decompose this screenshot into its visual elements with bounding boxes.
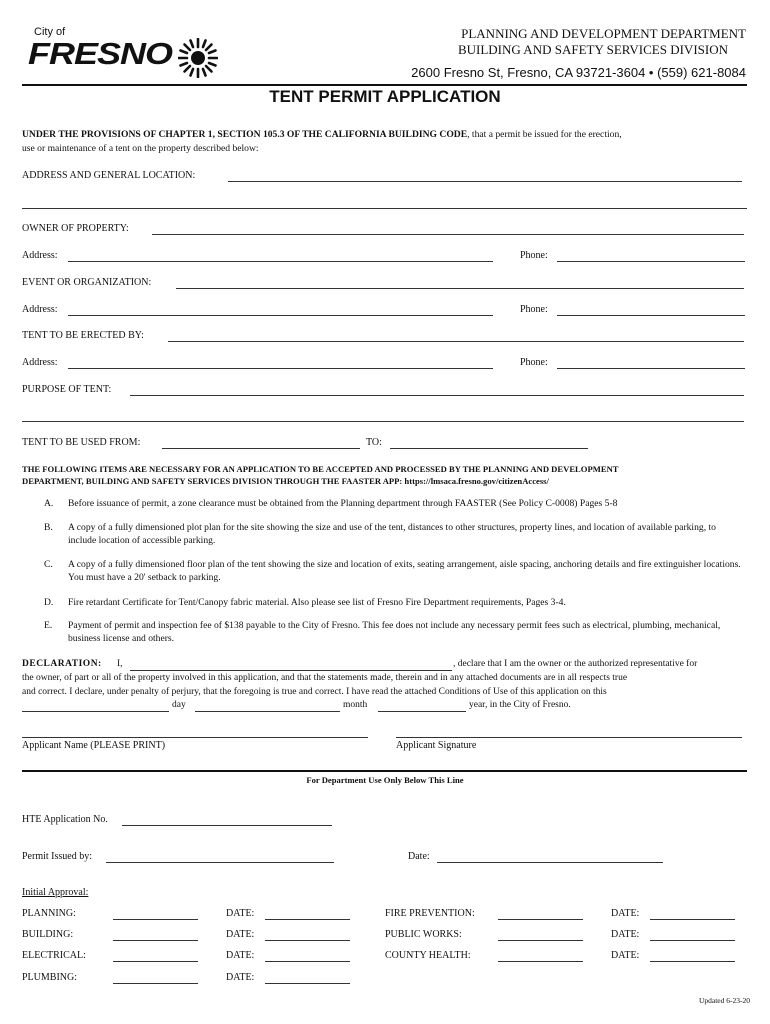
approval-public-works-date-field[interactable] (650, 940, 735, 941)
approval-public-works-label: PUBLIC WORKS: (385, 929, 462, 940)
intro-text (22, 128, 752, 156)
purpose-field-2[interactable] (22, 421, 744, 422)
approval-planning-date-field[interactable] (265, 919, 350, 920)
issued-by-label: Permit Issued by: (22, 851, 92, 862)
owner-field[interactable] (152, 234, 744, 235)
year-field[interactable] (378, 711, 466, 712)
item-letter: D. (44, 597, 54, 608)
owner-address-field[interactable] (68, 261, 493, 262)
purpose-label: PURPOSE OF TENT: (22, 384, 112, 395)
approval-fire-label: FIRE PREVENTION: (385, 908, 475, 919)
approval-electrical-label: ELECTRICAL: (22, 950, 86, 961)
intro-rest: , that a permit be issued for the erection, (467, 129, 622, 140)
approval-county-health-label: COUNTY HEALTH: (385, 950, 471, 961)
purpose-field[interactable] (130, 395, 744, 396)
erected-by-field[interactable] (168, 341, 744, 342)
approval-building-label: BUILDING: (22, 929, 74, 940)
logo-city-of: City of (34, 26, 66, 38)
month-field[interactable] (195, 711, 340, 712)
approval-electrical-date-label: DATE: (226, 950, 255, 961)
approval-county-health-date-label: DATE: (611, 950, 640, 961)
year-label: year, in the City of Fresno. (469, 700, 571, 710)
item-text: A copy of a fully dimensioned plot plan for the site showing the size and use of the tent, distances to other structures, property lines, and location of available parking, to include location of accessible parking. (68, 522, 716, 546)
declaration-label: DECLARATION: (22, 659, 102, 669)
intro-line2: use or maintenance of a tent on the property described below: (22, 143, 259, 154)
approval-fire-field[interactable] (498, 919, 583, 920)
day-field[interactable] (22, 711, 169, 712)
approval-public-works-date-label: DATE: (611, 929, 640, 940)
applicant-name-field[interactable] (22, 737, 368, 738)
address-general-label: ADDRESS AND GENERAL LOCATION: (22, 170, 196, 181)
address-general-field-2[interactable] (22, 208, 747, 209)
logo-wordmark: FRESNO (28, 36, 173, 71)
approval-electrical-date-field[interactable] (265, 961, 350, 962)
approval-public-works-field[interactable] (498, 940, 583, 941)
used-from-label: TENT TO BE USED FROM: (22, 437, 141, 448)
intro-bold: UNDER THE PROVISIONS OF CHAPTER 1, SECTION 105.3 OF THE CALIFORNIA BUILDING CODE (22, 129, 468, 140)
approval-plumbing-date-label: DATE: (226, 972, 255, 983)
hte-field[interactable] (122, 825, 332, 826)
applicant-name-label: Applicant Name (PLEASE PRINT) (22, 740, 166, 751)
item-text: Before issuance of permit, a zone clearance must be obtained from the Planning department through FAASTER (See Policy C-0008) Pages 5-8 (68, 498, 618, 509)
header-rule (22, 84, 747, 86)
approval-building-date-label: DATE: (226, 929, 255, 940)
erector-address-label: Address: (22, 357, 58, 368)
item-text: Fire retardant Certificate for Tent/Canopy fabric material. Also please see list of Fresno Fire Department requirements, Pages 3-4. (68, 597, 566, 608)
approval-county-health-field[interactable] (498, 961, 583, 962)
item-letter: B. (44, 522, 53, 533)
hte-label: HTE Application No. (22, 814, 108, 825)
approval-planning-field[interactable] (113, 919, 198, 920)
item-letter: E. (44, 620, 53, 631)
event-phone-label: Phone: (520, 304, 548, 315)
erected-by-label: TENT TO BE ERECTED BY: (22, 330, 144, 341)
approval-electrical-field[interactable] (113, 961, 198, 962)
approval-planning-date-label: DATE: (226, 908, 255, 919)
requirements-heading-1: THE FOLLOWING ITEMS ARE NECESSARY FOR AN APPLICATION TO BE ACCEPTED AND PROCESSED BY THE PLANNING AND DEVELOPMENT (22, 464, 619, 474)
approval-plumbing-date-field[interactable] (265, 983, 350, 984)
approval-plumbing-label: PLUMBING: (22, 972, 78, 983)
page-title: TENT PERMIT APPLICATION (269, 87, 501, 106)
declarant-name-field[interactable] (130, 670, 452, 671)
erector-phone-field[interactable] (557, 368, 745, 369)
event-address-label: Address: (22, 304, 58, 315)
event-field[interactable] (176, 288, 744, 289)
day-label: day (172, 700, 186, 710)
issued-date-field[interactable] (437, 862, 663, 863)
issued-date-label: Date: (408, 851, 430, 862)
department-use-divider (22, 770, 747, 772)
header-dept: PLANNING AND DEVELOPMENT DEPARTMENT (461, 26, 746, 41)
declaration-line3: and correct. I declare, under penalty of perjury, that the foregoing is true and correct. I have read the attached Conditions of Use of this application on this (22, 687, 607, 697)
owner-address-label: Address: (22, 250, 58, 261)
approval-building-date-field[interactable] (265, 940, 350, 941)
month-label: month (343, 700, 368, 710)
logo (28, 22, 218, 78)
event-label: EVENT OR ORGANIZATION: (22, 277, 152, 288)
issued-by-field[interactable] (106, 862, 334, 863)
owner-phone-label: Phone: (520, 250, 548, 261)
owner-phone-field[interactable] (557, 261, 745, 262)
address-general-field[interactable] (228, 181, 742, 182)
department-use-heading: For Department Use Only Below This Line (306, 775, 464, 785)
sunburst-icon (178, 38, 218, 78)
applicant-signature-label: Applicant Signature (396, 740, 477, 751)
item-text: Payment of permit and inspection fee of $138 payable to the City of Fresno. This fee does not include any necessary permit fees such as electrical, plumbing, mechanical, business license and others. (68, 620, 721, 644)
event-phone-field[interactable] (557, 315, 745, 316)
used-to-field[interactable] (390, 448, 588, 449)
erector-phone-label: Phone: (520, 357, 548, 368)
used-to-label: TO: (366, 437, 382, 448)
item-letter: C. (44, 559, 53, 570)
approval-plumbing-field[interactable] (113, 983, 198, 984)
used-from-field[interactable] (162, 448, 360, 449)
owner-label: OWNER OF PROPERTY: (22, 223, 129, 234)
item-text: A copy of a fully dimensioned floor plan of the tent showing the size and location of exits, seating arrangement, aisle spacing, anchoring details and fire extinguisher locations. You must have a 20' setback to parking. (68, 559, 741, 583)
header-address: 2600 Fresno St, Fresno, CA 93721-3604 • (559) 621-8084 (411, 65, 746, 80)
requirements-heading (22, 463, 619, 487)
header-division: BUILDING AND SAFETY SERVICES DIVISION (457, 42, 728, 57)
declaration-after-name: , declare that I am the owner or the authorized representative for (453, 659, 698, 669)
footer-updated: Updated 6-23-20 (698, 996, 750, 1005)
declaration-line2: the owner, of part or all of the property involved in this application, and that the statements made, therein and in any attached documents are in all respects true (22, 673, 628, 683)
approval-building-field[interactable] (113, 940, 198, 941)
approval-fire-date-field[interactable] (650, 919, 735, 920)
approval-planning-label: PLANNING: (22, 908, 76, 919)
declaration-i: I, (117, 659, 123, 669)
item-letter: A. (44, 498, 54, 509)
event-address-field[interactable] (68, 315, 493, 316)
requirements-heading-2: DEPARTMENT, BUILDING AND SAFETY SERVICES DIVISION THROUGH THE FAASTER APP: https://lmsaca.fresno.gov/citizenAccess/ (22, 476, 549, 486)
initial-approval-heading: Initial Approval: (22, 887, 89, 898)
approval-fire-date-label: DATE: (611, 908, 640, 919)
applicant-signature-field[interactable] (396, 737, 742, 738)
erector-address-field[interactable] (68, 368, 493, 369)
approval-county-health-date-field[interactable] (650, 961, 735, 962)
